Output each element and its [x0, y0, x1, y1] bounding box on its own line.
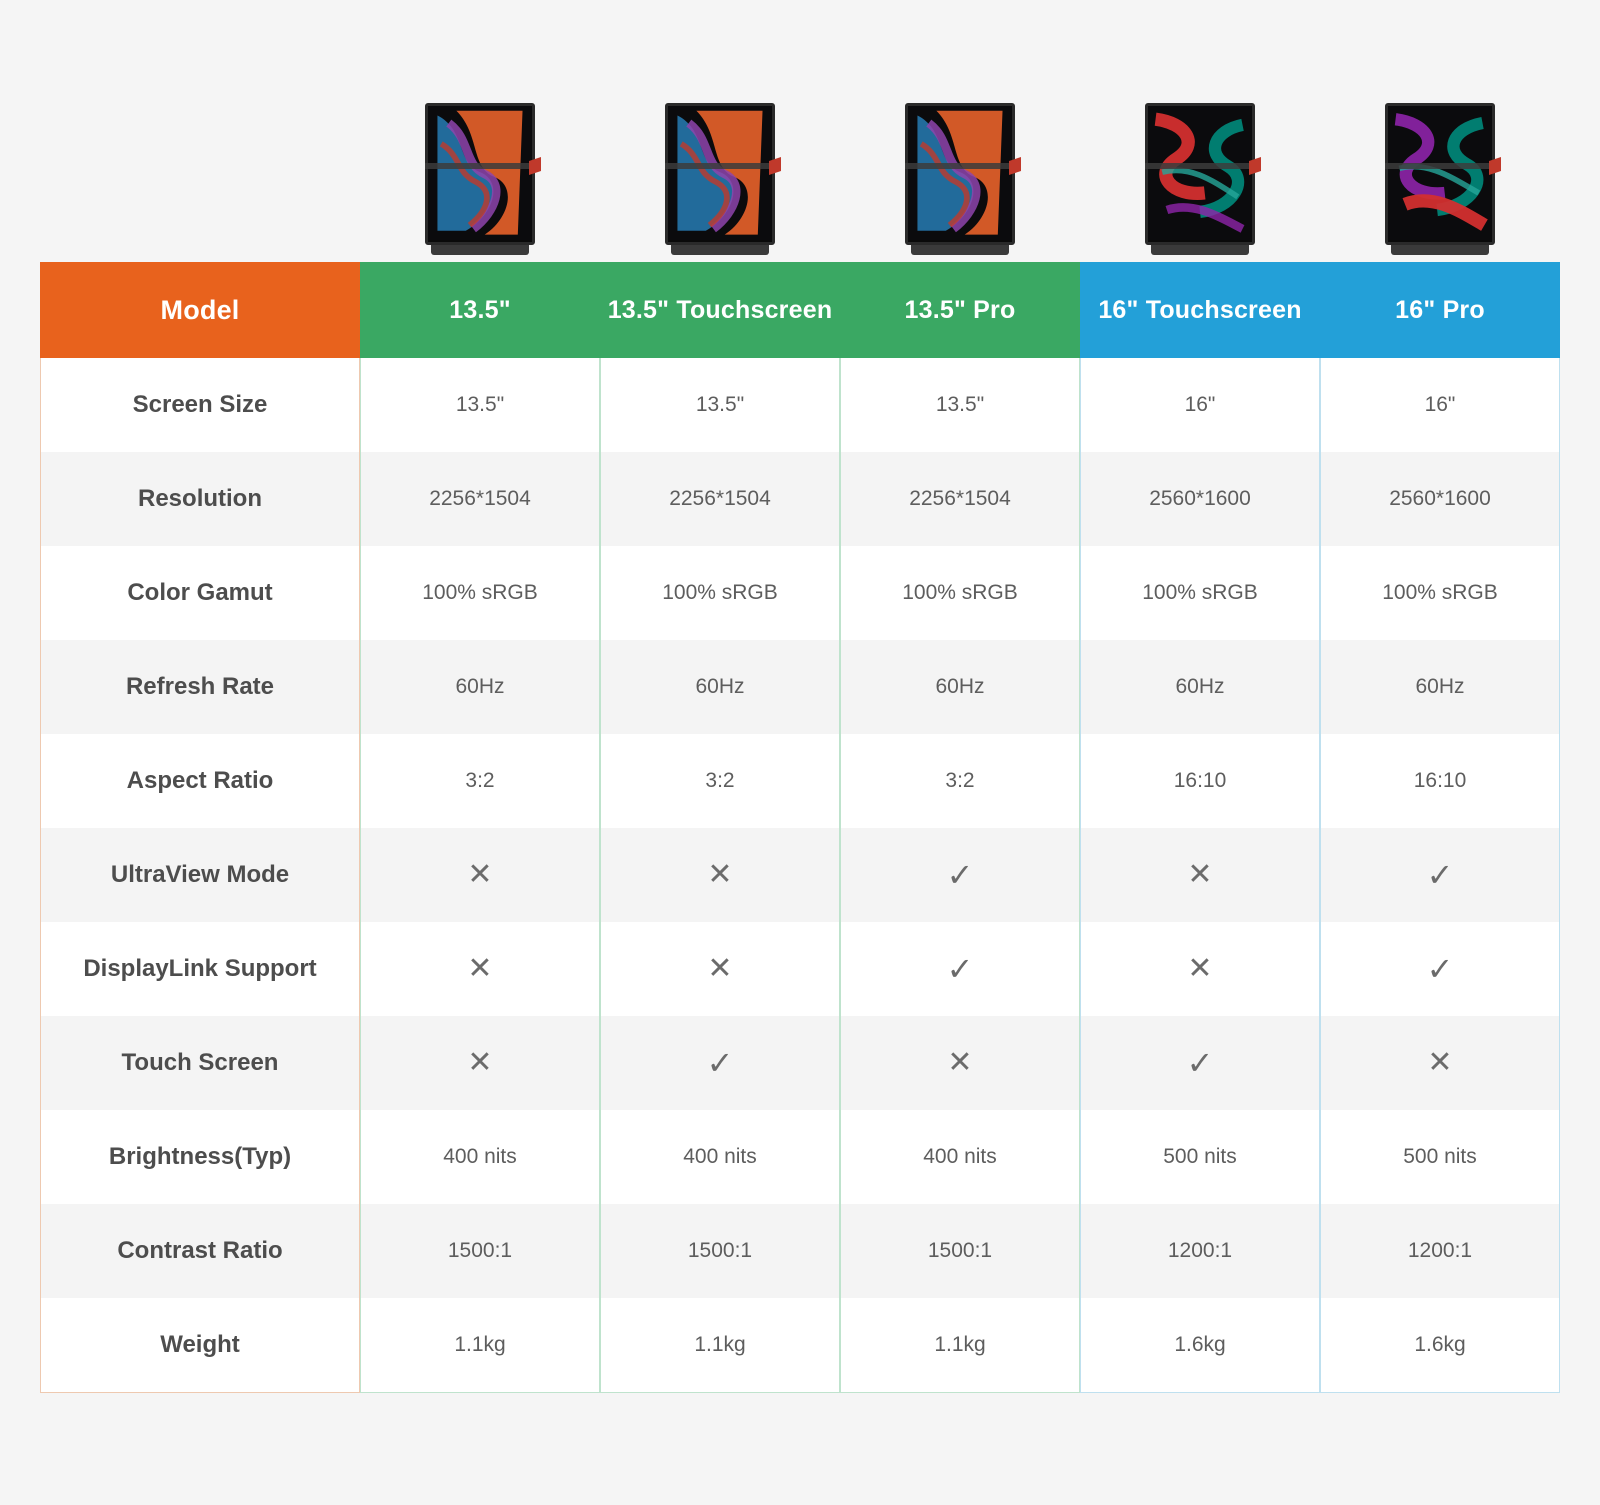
cell-brightness-1: 400 nits: [600, 1110, 840, 1204]
cell-color-gamut-1: 100% sRGB: [600, 546, 840, 640]
cell-ultraview-2: [840, 828, 1080, 922]
cell-refresh-rate-2: 60Hz: [840, 640, 1080, 734]
cell-touch-0: [360, 1016, 600, 1110]
cell-color-gamut-0: 100% sRGB: [360, 546, 600, 640]
monitor-device-icon: [1145, 103, 1255, 255]
row-label-ultraview-mode: UltraView Mode: [40, 828, 360, 922]
cell-brightness-2: 400 nits: [840, 1110, 1080, 1204]
product-image-1: [600, 55, 840, 255]
cross-icon: ✕: [467, 1046, 493, 1079]
cell-ultraview-1: [600, 828, 840, 922]
cell-contrast-1: 1500:1: [600, 1204, 840, 1298]
cross-icon: ✕: [1187, 858, 1213, 891]
cell-displaylink-0: [360, 922, 600, 1016]
cell-contrast-3: 1200:1: [1080, 1204, 1320, 1298]
table-row: [40, 922, 1560, 1016]
cell-resolution-2: 2256*1504: [840, 452, 1080, 546]
table-row: [40, 546, 1560, 640]
cell-resolution-3: 2560*1600: [1080, 452, 1320, 546]
table-row: [40, 734, 1560, 828]
check-icon: ✓: [946, 856, 974, 893]
row-label-weight: Weight: [40, 1298, 360, 1393]
cell-refresh-rate-3: 60Hz: [1080, 640, 1320, 734]
table-row: [40, 1204, 1560, 1298]
cell-resolution-1: 2256*1504: [600, 452, 840, 546]
row-label-contrast-ratio: Contrast Ratio: [40, 1204, 360, 1298]
header-col-0: 13.5": [360, 262, 600, 358]
cell-resolution-0: 2256*1504: [360, 452, 600, 546]
header-col-3: 16" Touchscreen: [1080, 262, 1320, 358]
cell-contrast-4: 1200:1: [1320, 1204, 1560, 1298]
monitor-device-icon: [665, 103, 775, 255]
cell-color-gamut-4: 100% sRGB: [1320, 546, 1560, 640]
cell-touch-4: [1320, 1016, 1560, 1110]
table-row: [40, 828, 1560, 922]
product-image-3: [1080, 55, 1320, 255]
cross-icon: ✕: [467, 952, 493, 985]
cell-weight-3: 1.6kg: [1080, 1298, 1320, 1393]
cell-weight-1: 1.1kg: [600, 1298, 840, 1393]
row-label-resolution: Resolution: [40, 452, 360, 546]
cell-weight-4: 1.6kg: [1320, 1298, 1560, 1393]
table-row: [40, 1298, 1560, 1393]
cell-resolution-4: 2560*1600: [1320, 452, 1560, 546]
cell-screen-size-1: 13.5": [600, 358, 840, 452]
spec-comparison-table: [40, 262, 1560, 1393]
product-image-2: [840, 55, 1080, 255]
header-model: Model: [40, 262, 360, 358]
cell-color-gamut-3: 100% sRGB: [1080, 546, 1320, 640]
row-label-brightness: Brightness(Typ): [40, 1110, 360, 1204]
cell-ultraview-0: [360, 828, 600, 922]
row-label-touch-screen: Touch Screen: [40, 1016, 360, 1110]
cell-color-gamut-2: 100% sRGB: [840, 546, 1080, 640]
table-row: [40, 640, 1560, 734]
cell-refresh-rate-4: 60Hz: [1320, 640, 1560, 734]
cross-icon: ✕: [947, 1046, 973, 1079]
row-label-aspect-ratio: Aspect Ratio: [40, 734, 360, 828]
monitor-device-icon: [905, 103, 1015, 255]
cross-icon: ✕: [1187, 952, 1213, 985]
cell-touch-3: [1080, 1016, 1320, 1110]
cell-touch-2: [840, 1016, 1080, 1110]
image-strip-spacer: [40, 55, 360, 255]
cell-touch-1: [600, 1016, 840, 1110]
product-image-strip: [40, 55, 1560, 255]
header-col-1: 13.5" Touchscreen: [600, 262, 840, 358]
cell-screen-size-4: 16": [1320, 358, 1560, 452]
cell-weight-0: 1.1kg: [360, 1298, 600, 1393]
cell-screen-size-3: 16": [1080, 358, 1320, 452]
cross-icon: ✕: [707, 952, 733, 985]
row-label-displaylink-support: DisplayLink Support: [40, 922, 360, 1016]
cell-brightness-0: 400 nits: [360, 1110, 600, 1204]
product-image-0: [360, 55, 600, 255]
cell-aspect-ratio-1: 3:2: [600, 734, 840, 828]
cell-aspect-ratio-2: 3:2: [840, 734, 1080, 828]
cell-displaylink-1: [600, 922, 840, 1016]
cell-brightness-3: 500 nits: [1080, 1110, 1320, 1204]
table-row: [40, 452, 1560, 546]
screen-artwork-icon: [1388, 106, 1492, 240]
screen-artwork-icon: [1148, 106, 1252, 240]
cell-contrast-2: 1500:1: [840, 1204, 1080, 1298]
check-icon: ✓: [1426, 856, 1454, 893]
cross-icon: ✕: [707, 858, 733, 891]
table-row: [40, 358, 1560, 452]
cell-displaylink-4: [1320, 922, 1560, 1016]
cell-refresh-rate-1: 60Hz: [600, 640, 840, 734]
spec-table-wrapper: [40, 262, 1560, 1393]
table-row: [40, 1016, 1560, 1110]
row-label-color-gamut: Color Gamut: [40, 546, 360, 640]
cell-screen-size-2: 13.5": [840, 358, 1080, 452]
product-image-4: [1320, 55, 1560, 255]
check-icon: ✓: [706, 1044, 734, 1081]
screen-artwork-icon: [668, 106, 772, 240]
cell-refresh-rate-0: 60Hz: [360, 640, 600, 734]
monitor-device-icon: [425, 103, 535, 255]
check-icon: ✓: [1186, 1044, 1214, 1081]
cell-aspect-ratio-3: 16:10: [1080, 734, 1320, 828]
cross-icon: ✕: [1427, 1046, 1453, 1079]
cell-aspect-ratio-4: 16:10: [1320, 734, 1560, 828]
cell-displaylink-3: [1080, 922, 1320, 1016]
check-icon: ✓: [1426, 950, 1454, 987]
check-icon: ✓: [946, 950, 974, 987]
cross-icon: ✕: [467, 858, 493, 891]
cell-displaylink-2: [840, 922, 1080, 1016]
table-row: [40, 1110, 1560, 1204]
row-label-screen-size: Screen Size: [40, 358, 360, 452]
cell-brightness-4: 500 nits: [1320, 1110, 1560, 1204]
monitor-device-icon: [1385, 103, 1495, 255]
header-col-4: 16" Pro: [1320, 262, 1560, 358]
screen-artwork-icon: [908, 106, 1012, 240]
header-col-2: 13.5" Pro: [840, 262, 1080, 358]
screen-artwork-icon: [428, 106, 532, 240]
cell-ultraview-4: [1320, 828, 1560, 922]
cell-screen-size-0: 13.5": [360, 358, 600, 452]
cell-contrast-0: 1500:1: [360, 1204, 600, 1298]
table-header-row: [40, 262, 1560, 358]
cell-weight-2: 1.1kg: [840, 1298, 1080, 1393]
row-label-refresh-rate: Refresh Rate: [40, 640, 360, 734]
cell-ultraview-3: [1080, 828, 1320, 922]
cell-aspect-ratio-0: 3:2: [360, 734, 600, 828]
